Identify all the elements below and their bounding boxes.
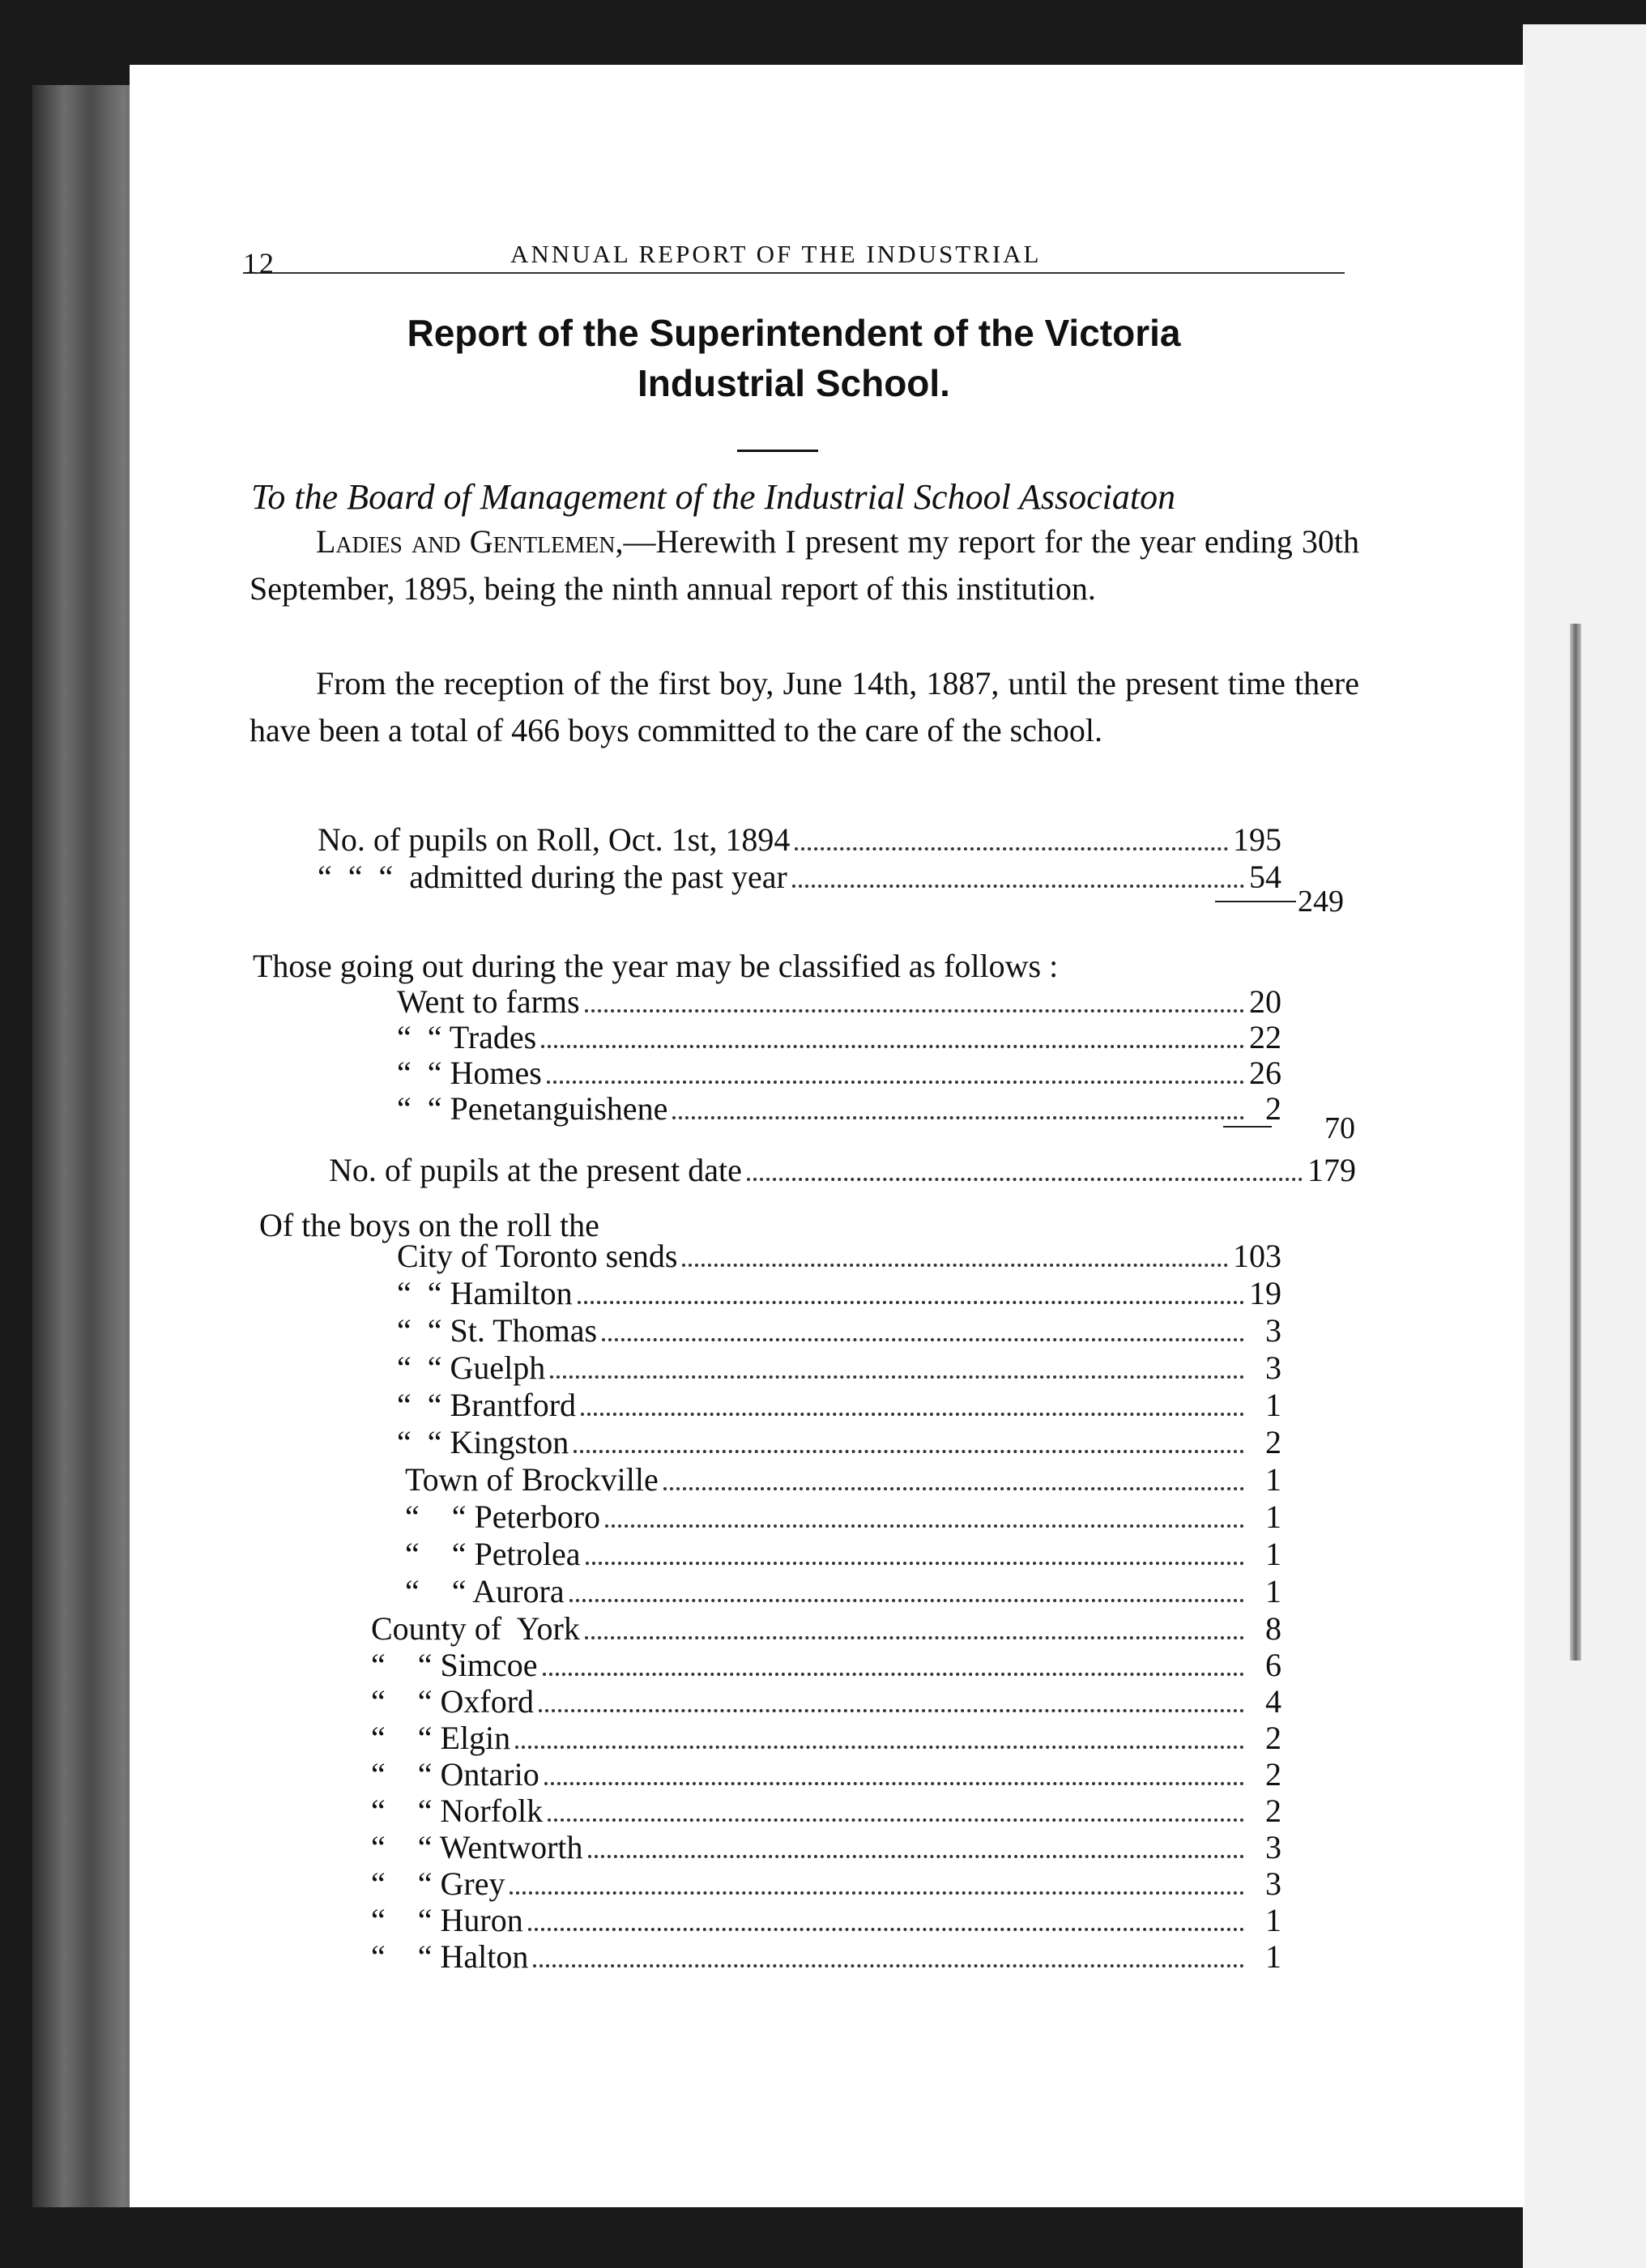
row-value: 1: [1265, 1938, 1281, 1975]
title-line-2: Industrial School.: [638, 362, 950, 404]
row-label: County of York: [371, 1610, 580, 1647]
row-label: “ “ Oxford: [371, 1683, 535, 1720]
leader-dots: [585, 1636, 1244, 1639]
leader-dots: [672, 1116, 1244, 1119]
row-value: 26: [1249, 1055, 1281, 1091]
row-label: “ “ Hamilton: [397, 1275, 573, 1311]
list-row: [371, 1756, 1281, 1793]
leader-dots: [574, 1450, 1244, 1453]
title-line-1: Report of the Superintendent of the Victoria: [407, 312, 1181, 354]
roll-value: 195: [1233, 821, 1281, 858]
list-row: [405, 1573, 1281, 1610]
present-row: [329, 1152, 1356, 1189]
row-value: 8: [1265, 1610, 1281, 1647]
row-value: 1: [1265, 1387, 1281, 1423]
leader-dots: [548, 1818, 1244, 1822]
page-number: 12: [243, 247, 275, 279]
leader-dots: [578, 1301, 1244, 1304]
leader-dots: [550, 1375, 1244, 1379]
present-value: 179: [1307, 1152, 1356, 1188]
paragraph-1: [249, 518, 1359, 612]
list-row: [397, 1424, 1281, 1461]
row-label: Town of Brockville: [405, 1461, 659, 1498]
leader-dots: [586, 1562, 1244, 1565]
row-label: “ “ St. Thomas: [397, 1312, 598, 1349]
leader-dots: [682, 1264, 1228, 1267]
leader-dots: [547, 1081, 1244, 1084]
row-value: 1: [1265, 1461, 1281, 1498]
roll-label: No. of pupils on Roll, Oct. 1st, 1894: [318, 821, 791, 858]
list-row: [371, 1865, 1281, 1903]
roll-label: “ “ “ admitted during the past year: [318, 859, 787, 895]
leader-dots: [747, 1178, 1303, 1181]
leader-dots: [792, 885, 1244, 888]
list-row: [371, 1610, 1281, 1648]
paragraph-1-text: —Herewith I present my report for the year ending 30th September, 1895, being the ninth annual report of this institution.: [249, 523, 1359, 607]
running-header: [243, 232, 1345, 279]
list-row: [397, 1055, 1281, 1092]
row-label: “ “ Guelph: [397, 1349, 546, 1386]
list-row: [397, 1019, 1281, 1056]
list-row: [405, 1461, 1281, 1498]
roll-row-admitted: [318, 859, 1281, 896]
leader-dots: [795, 847, 1228, 850]
list-row: [397, 1349, 1281, 1387]
leader-dots: [539, 1709, 1244, 1712]
row-label: “ “ Simcoe: [371, 1647, 538, 1683]
leader-dots: [605, 1524, 1244, 1528]
list-row: [371, 1902, 1281, 1939]
sum-rule: [1223, 1126, 1272, 1128]
row-value: 103: [1233, 1238, 1281, 1274]
row-value: 20: [1249, 983, 1281, 1020]
row-value: 1: [1265, 1536, 1281, 1572]
row-value: 3: [1265, 1312, 1281, 1349]
leader-dots: [663, 1487, 1244, 1490]
list-row: [371, 1647, 1281, 1684]
row-value: 2: [1265, 1424, 1281, 1460]
list-row: [371, 1683, 1281, 1720]
paragraph-2: [249, 660, 1359, 754]
row-label: “ “ Kingston: [397, 1424, 569, 1460]
list-row: [371, 1938, 1281, 1976]
binding-thread: [1570, 624, 1581, 1660]
list-row: [371, 1829, 1281, 1866]
row-value: 3: [1265, 1829, 1281, 1865]
sum-rule: [1215, 901, 1296, 902]
facing-page-edge: [1523, 24, 1646, 2268]
row-label: “ “ Grey: [371, 1865, 505, 1902]
row-value: 19: [1249, 1275, 1281, 1311]
list-row: [371, 1793, 1281, 1830]
list-row: [397, 1090, 1281, 1128]
row-label: “ “ Huron: [371, 1902, 523, 1938]
row-label: “ “ Ontario: [371, 1756, 539, 1793]
row-value: 22: [1249, 1019, 1281, 1055]
leader-dots: [533, 1964, 1244, 1967]
row-label: “ “ Norfolk: [371, 1793, 544, 1829]
list-row: [371, 1720, 1281, 1757]
leader-dots: [541, 1045, 1244, 1048]
row-label: “ “ Halton: [371, 1938, 529, 1975]
list-row: [397, 1387, 1281, 1424]
leader-dots: [515, 1746, 1244, 1749]
row-value: 2: [1265, 1793, 1281, 1829]
list-row: [397, 1238, 1281, 1275]
row-label: “ “ Peterboro: [405, 1498, 601, 1535]
row-value: 2: [1265, 1090, 1281, 1127]
row-label: “ “ Penetanguishene: [397, 1090, 668, 1127]
leader-dots: [581, 1413, 1244, 1416]
title-rule: [737, 450, 818, 452]
leader-dots: [588, 1855, 1244, 1858]
leader-dots: [585, 1009, 1244, 1013]
running-title: ANNUAL REPORT OF THE INDUSTRIAL: [510, 240, 1042, 268]
row-label: “ “ Homes: [397, 1055, 542, 1091]
row-label: “ “ Brantford: [397, 1387, 577, 1423]
list-row: [397, 1312, 1281, 1349]
row-label: “ “ Elgin: [371, 1720, 511, 1756]
salutation: Ladies and Gentlemen,: [316, 523, 624, 560]
list-row: [397, 1275, 1281, 1312]
row-value: 2: [1265, 1756, 1281, 1793]
paragraph-2-text: From the reception of the first boy, June 14th, 1887, until the present time there have been a total of 466 boys committed to the care of the school.: [249, 665, 1359, 748]
row-value: 1: [1265, 1902, 1281, 1938]
row-label: “ “ Aurora: [405, 1573, 565, 1609]
row-label: Went to farms: [397, 983, 580, 1020]
leader-dots: [510, 1891, 1244, 1895]
leader-dots: [569, 1599, 1244, 1602]
row-value: 1: [1265, 1498, 1281, 1535]
list-row: [397, 983, 1281, 1021]
roll-value: 54: [1249, 859, 1281, 895]
going-out-heading: Those going out during the year may be classified as follows :: [253, 948, 1059, 984]
row-value: 3: [1265, 1349, 1281, 1386]
roll-row-on-roll: [318, 821, 1281, 859]
row-label: “ “ Petrolea: [405, 1536, 581, 1572]
row-value: 2: [1265, 1720, 1281, 1756]
row-value: 6: [1265, 1647, 1281, 1683]
row-value: 1: [1265, 1573, 1281, 1609]
report-title: [243, 308, 1345, 408]
leader-dots: [602, 1338, 1244, 1341]
list-row: [405, 1498, 1281, 1536]
list-row: [405, 1536, 1281, 1573]
row-label: “ “ Wentworth: [371, 1829, 583, 1865]
row-value: 3: [1265, 1865, 1281, 1902]
address-line: To the Board of Management of the Industrial School Associaton: [251, 477, 1176, 517]
row-label: City of Toronto sends: [397, 1238, 678, 1274]
leader-dots: [528, 1928, 1244, 1931]
row-value: 4: [1265, 1683, 1281, 1720]
leader-dots: [543, 1673, 1245, 1676]
going-out-total: 70: [1324, 1111, 1355, 1145]
leader-dots: [544, 1782, 1244, 1785]
origin-heading: Of the boys on the roll the: [259, 1207, 599, 1243]
present-label: No. of pupils at the present date: [329, 1152, 742, 1188]
row-label: “ “ Trades: [397, 1019, 537, 1055]
roll-total: 249: [1298, 885, 1344, 919]
